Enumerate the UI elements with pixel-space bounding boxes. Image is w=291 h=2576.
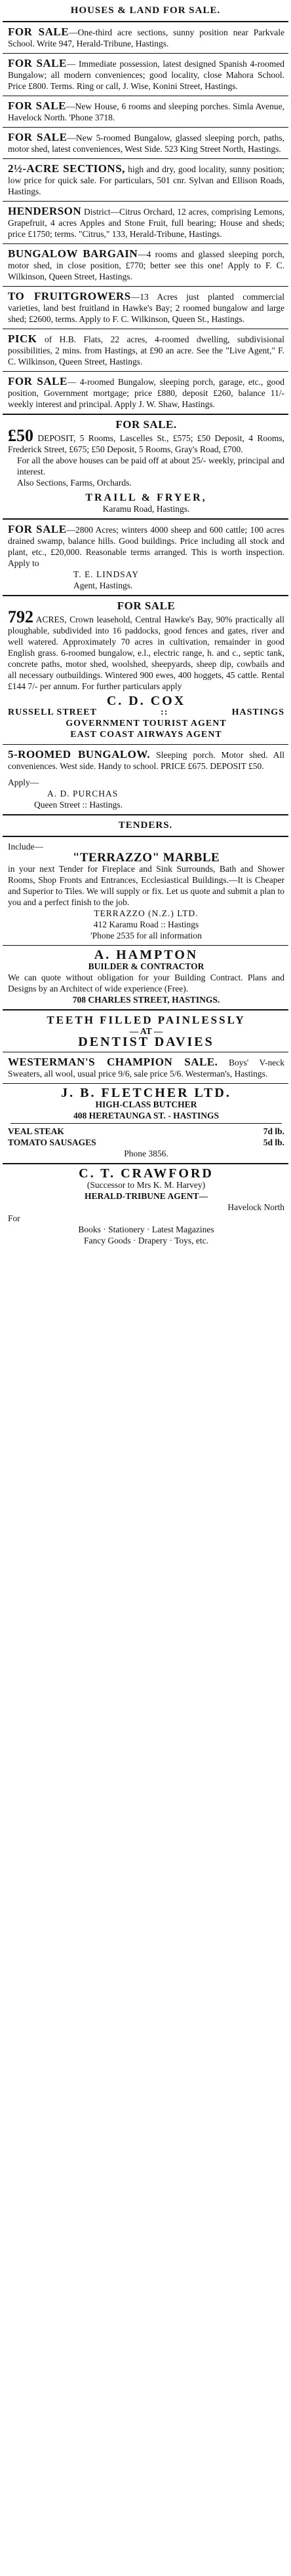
price: £50 <box>8 426 33 445</box>
dentist-ad: TEETH FILLED PAINLESSLY — AT — DENTIST DAVIES <box>0 1012 291 1050</box>
divider <box>10 1123 282 1124</box>
divider <box>3 518 288 520</box>
advertiser-name: T. E. LINDSAY <box>73 569 139 579</box>
cox-ad: FOR SALE 792 ACRES, Crown leasehold, Central Hawke's Bay, 90% practically all ploughable, subdivided into 16 paddocks, good fences and gates, river and well watered. Approximately 70 acres in cultivation, remainder in good English grass. 6-roomed bungalow, e.l., electric range, h. and c., septic tank, concrete paths, motor shed, woolshed, sheepyards, sheep dip, cowbails and all necessary outbuildings. Wintered 900 ewes, 400 hoggets, 45 cattle. Rental £144 7/- per annum. For further particulars apply C. D. COX RUSSELL STREET :: HASTINGS GOVERNMENT TOURIST AGENT EAST COAST AIRWAYS AGENT <box>8 599 284 740</box>
ad-item: FOR SALE— 4-roomed Bungalow, sleeping porch, garage, etc., good position, Government mortgage; price £880, deposit £260, balance 11/- weekly interest and principal. Apply J. W. Shaw, Hastings. <box>8 375 285 409</box>
divider <box>3 243 288 244</box>
ad-item: PICK of H.B. Flats, 22 acres, 4-roomed dwelling, subdivisional possibilities, 2 mins. from Hastings, at £90 an acre. See the "Live Agent," F. C. Wilkinson, Queen Street, Hastings. <box>8 332 285 367</box>
divider <box>3 1009 288 1011</box>
advertiser-address: Karamu Road, Hastings. <box>102 504 190 514</box>
terrazzo-ad: Include— "TERRAZZO" MARBLE in your next Tender for Fireplace and Sink Surrounds, Bath and Shower Rooms, Shop Fronts and Entrances, Ecclesiastical Buildings.—It is Cheaper and Superior to Tiles. We will supply or fix. Let us quote and submit a plan to you and a perfect finish to the job. TERRAZZO (N.Z.) LTD. 412 Karamu Road :: Hastings 'Phone 2535 for all information <box>8 842 284 940</box>
divider <box>3 414 288 415</box>
advertiser-agent: Agent, Hastings. <box>73 581 133 590</box>
ad-item: 2½-ACRE SECTIONS, high and dry, good locality, sunny position; low price for quick sale. For particulars, 501 cnr. Sylvan and Ellison Roads, Hastings. <box>8 162 285 196</box>
divider <box>3 158 288 159</box>
tenders-title: TENDERS. <box>118 820 173 831</box>
divider <box>3 595 288 596</box>
advertiser-address: RUSSELL STREET :: HASTINGS <box>8 707 284 717</box>
acreage: 792 <box>8 607 33 626</box>
advertiser-name: A. HAMPTON <box>94 948 199 962</box>
ad-item: FOR SALE—One-third acre sections, sunny position near Parkvale School. Write 947, Herald-Tribune, Hastings. <box>8 26 285 48</box>
advertiser-address: Queen Street :: Hastings. <box>34 800 123 810</box>
crawford-ad: C. T. CRAWFORD (Successor to Mrs K. M. Harvey) HERALD-TRIBUNE AGENT— Havelock North For Books · Stationery · Latest Magazines Fancy Goods · Drapery · Toys, etc. <box>8 1166 284 1245</box>
advertiser-name: TRAILL & FRYER, <box>85 492 207 503</box>
ad-title: FOR SALE. <box>115 418 177 431</box>
divider <box>3 201 288 202</box>
ad-item: FOR SALE—New 5-roomed Bungalow, glassed sleeping porch, paths, motor shed, latest conveniences, West Side. 523 King Street North, Hastings. <box>8 131 284 154</box>
advertiser-name: A. D. PURCHAS <box>47 789 119 798</box>
divider <box>3 744 288 745</box>
fletcher-ad: J. B. FLETCHER LTD. HIGH-CLASS BUTCHER 408 HERETAUNGA ST. - HASTINGS VEAL STEAK 7d lb. TOMATO SAUSAGES 5d lb. Phone 3856. <box>8 1086 284 1158</box>
advertiser-name: J. B. FLETCHER LTD. <box>61 1086 231 1100</box>
ad-item: BUNGALOW BARGAIN—4 rooms and glassed sleeping porch, motor shed, in close position, £770; better see this one! Apply to F. C. Wilkinson, Queen Street, Hastings. <box>8 247 284 281</box>
divider <box>3 371 288 372</box>
ads-list <box>0 24 291 412</box>
divider <box>3 286 288 287</box>
advertiser-name: C. D. COX <box>106 694 186 708</box>
ad-item: HENDERSON District—Citrus Orchard, 12 acres, comprising Lemons, Grapefruit, 4 acres Apples and Stone Fruit, full bearing; House and sheds; price £1750; terms. "Citrus," 133, Herald-Tribune, Hastings. <box>8 205 285 239</box>
classifieds-page <box>0 0 291 1256</box>
advertiser-name: C. T. CRAWFORD <box>79 1166 214 1181</box>
ad-item: FOR SALE—New House, 6 rooms and sleeping porches. Simla Avenue, Havelock North. 'Phone 3718. <box>8 99 284 122</box>
divider <box>3 53 288 54</box>
ad-item: TO FRUITGROWERS—13 Acres just planted commercial varieties, land best fruitland in Hawke's Bay; 2 roomed bungalow and large shed; £2600, terms. Apply to F. C. Wilkinson, Queen St., Hastings. <box>8 290 284 324</box>
divider <box>3 1163 288 1164</box>
westerman-ad: WESTERMAN'S CHAMPION SALE. Boys' V-neck Sweaters, all wool, usual price 9/6, sale price 5/6. Westerman's, Hastings. <box>8 1056 284 1079</box>
advertiser-name: DENTIST DAVIES <box>78 1035 214 1049</box>
traill-fryer-ad: FOR SALE. £50 DEPOSIT, 5 Rooms, Lascelles St., £575; £50 Deposit, 4 Rooms, Frederick Street, £675; £50 Deposit, 5 Rooms, Gray's Road, £700. For all the above houses can be paid off at about 25/- weekly, principal and interest. Also Sections, Farms, Orchards. TRAILL & FRYER, Karamu Road, Hastings. <box>8 418 284 514</box>
price-row: VEAL STEAK 7d lb. <box>8 1126 284 1136</box>
ad-title: FOR SALE <box>117 599 176 612</box>
divider <box>3 1083 288 1084</box>
divider <box>3 945 288 946</box>
divider <box>3 127 288 128</box>
ad-item: FOR SALE— Immediate possession, latest designed Spanish 4-roomed Bungalow; all modern conveniences; good locality, close Mahora School. Price £800. Terms. Ring or call, J. Wise, Konini Street, Hastings. <box>8 57 285 91</box>
lindsay-ad: FOR SALE—2800 Acres; winters 4000 sheep and 600 cattle; 100 acres drained swamp, balance hills. Good buildings. Price including all stock and plant, etc., £20,000. Reasonable terms arranged. This is worth inspection. Apply to T. E. LINDSAY Agent, Hastings. <box>8 523 285 590</box>
advertiser-name: "TERRAZZO" MARBLE <box>72 851 220 865</box>
purchas-ad: 5-ROOMED BUNGALOW. Sleeping porch. Motor shed. All conveniences. West side. Handy to school. PRICE £675. DEPOSIT £50. Apply— A. D. PURCHAS Queen Street :: Hastings. <box>8 748 284 810</box>
headline: TEETH FILLED PAINLESSLY <box>47 1014 246 1026</box>
price-row: TOMATO SAUSAGES 5d lb. <box>8 1137 284 1147</box>
hampton-ad: A. HAMPTON BUILDER & CONTRACTOR We can quote without obligation for your Building Contract. Plans and Designs by an Architect of wide experience (Free). 708 CHARLES STREET, HASTINGS. <box>8 948 284 1005</box>
section-title: HOUSES & LAND FOR SALE. <box>70 5 221 16</box>
divider <box>3 836 288 837</box>
divider <box>3 21 288 22</box>
divider <box>3 814 288 815</box>
